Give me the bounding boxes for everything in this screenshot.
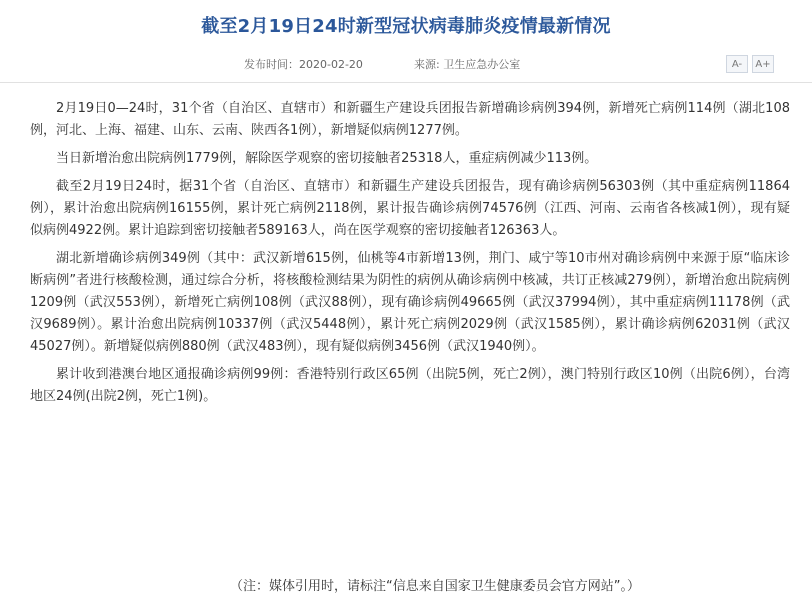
source-name: 卫生应急办公室 xyxy=(443,58,521,71)
paragraph-cumulative: 截至2月19日24时，据31个省（自治区、直辖市）和新疆生产建设兵团报告，现有确诊病例56303例（其中重症病例11864例），累计治愈出院病例16155例，累计死亡病例2118例，累计报告确诊病例74576例（江西、河南、云南省各核减1例），现有疑似病例4922例。累计追踪到密切接触者589163人，尚在医学观察的密切接触者126363人。 xyxy=(30,179,790,238)
publish-label: 发布时间： xyxy=(244,58,299,71)
font-size-controls xyxy=(726,55,774,73)
paragraph-recoveries: 当日新增治愈出院病例1779例，解除医学观察的密切接触者25318人，重症病例减少113例。 xyxy=(56,151,598,166)
publish-info xyxy=(244,56,363,72)
footer-note: （注：媒体引用时，请标注“信息来自国家卫生健康委员会官方网站”。） xyxy=(230,579,640,594)
font-increase-button[interactable]: A+ xyxy=(752,55,774,73)
paragraph-hubei: 湖北新增确诊病例349例（其中：武汉新增615例，仙桃等4市新增13例，荆门、咸宁等10市州对确诊病例中来源于原“临床诊断病例”者进行核酸检测，通过综合分析，将核酸检测结果为阴性的病例从确诊病例中核减，共订正核减279例），新增治愈出院病例1209例（武汉553例），新增死亡病例108例（武汉88例），现有确诊病例49665例（武汉37994例），其中重症病例11178例（武汉9689例）。累计治愈出院病例10337例（武汉5448例），累计死亡病例2029例（武汉1585例），累计确诊病例62031例（武汉45027例）。新增疑似病例880例（武汉483例），现有疑似病例3456例（武汉1940例）。 xyxy=(30,251,790,354)
header-divider xyxy=(0,82,812,83)
source-label: 来源: xyxy=(414,58,440,71)
article-title: 截至2月19日24时新型冠状病毒肺炎疫情最新情况 xyxy=(201,16,611,37)
source-info xyxy=(414,56,520,72)
publish-date: 2020-02-20 xyxy=(299,58,363,71)
paragraph-hk-macau-taiwan: 累计收到港澳台地区通报确诊病例99例：香港特别行政区65例（出院5例，死亡2例），澳门特别行政区10例（出院6例），台湾地区24例(出院2例，死亡1例)。 xyxy=(30,367,790,404)
font-decrease-button[interactable]: A- xyxy=(726,55,748,73)
article-body xyxy=(30,98,790,414)
paragraph-new-cases: 2月19日0—24时，31个省（自治区、直辖市）和新疆生产建设兵团报告新增确诊病例394例，新增死亡病例114例（湖北108例，河北、上海、福建、山东、云南、陕西各1例），新增疑似病例1277例。 xyxy=(30,101,790,138)
